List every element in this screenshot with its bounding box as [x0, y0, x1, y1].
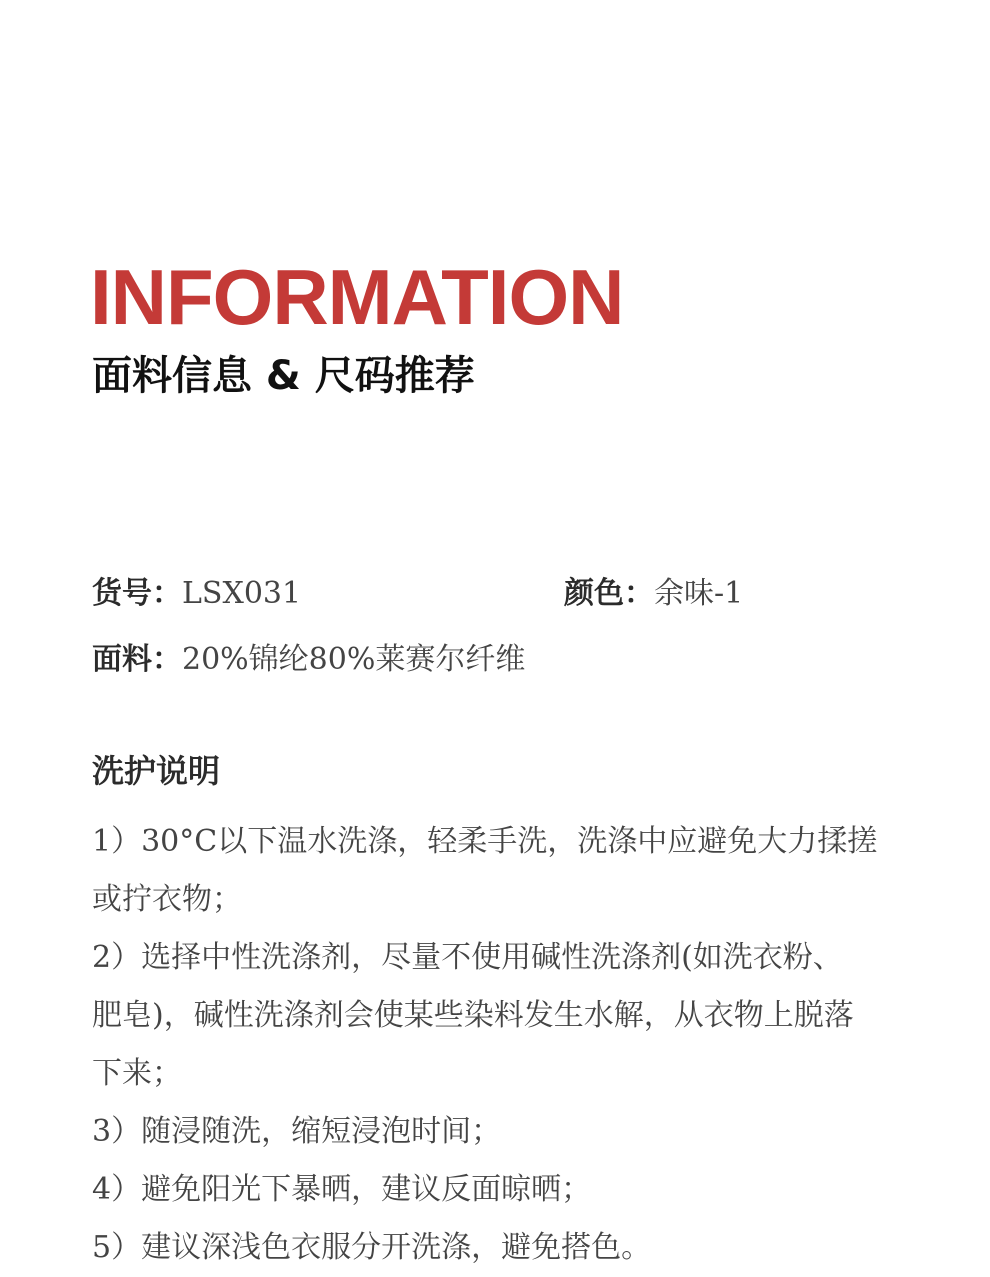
- fabric-value: 20%锦纶80%莱赛尔纤维: [182, 642, 526, 677]
- color-row: [564, 574, 743, 614]
- fabric-label: 面料：: [92, 642, 182, 677]
- care-item-5: 5）建议深浅色衣服分开洗涤，避免搭色。: [92, 1230, 652, 1265]
- page-subtitle: 面料信息 & 尺码推荐: [92, 353, 475, 399]
- care-item-2: 2）选择中性洗涤剂，尽量不使用碱性洗涤剂(如洗衣粉、 肥皂)，碱性洗涤剂会使某些染料发生水解，从衣物上脱落下来；: [92, 940, 854, 1091]
- care-instructions-title: 洗护说明: [92, 752, 221, 790]
- care-item-3: 3）随浸随洗，缩短浸泡时间；: [92, 1114, 502, 1149]
- care-item-4: 4）避免阳光下暴晒，建议反面晾晒；: [92, 1172, 592, 1207]
- item-number-label: 货号：: [92, 576, 182, 611]
- care-item-1: 1）30°C以下温水洗涤，轻柔手洗，洗涤中应避免大力揉搓或拧衣物；: [92, 824, 878, 917]
- care-instructions-list: [92, 813, 882, 1277]
- color-value: 余味-1: [654, 576, 744, 611]
- page-title: INFORMATION: [90, 253, 624, 341]
- item-number-row: [92, 574, 301, 614]
- color-label: 颜色：: [564, 576, 654, 611]
- fabric-row: [92, 640, 525, 680]
- item-number-value: LSX031: [182, 576, 302, 611]
